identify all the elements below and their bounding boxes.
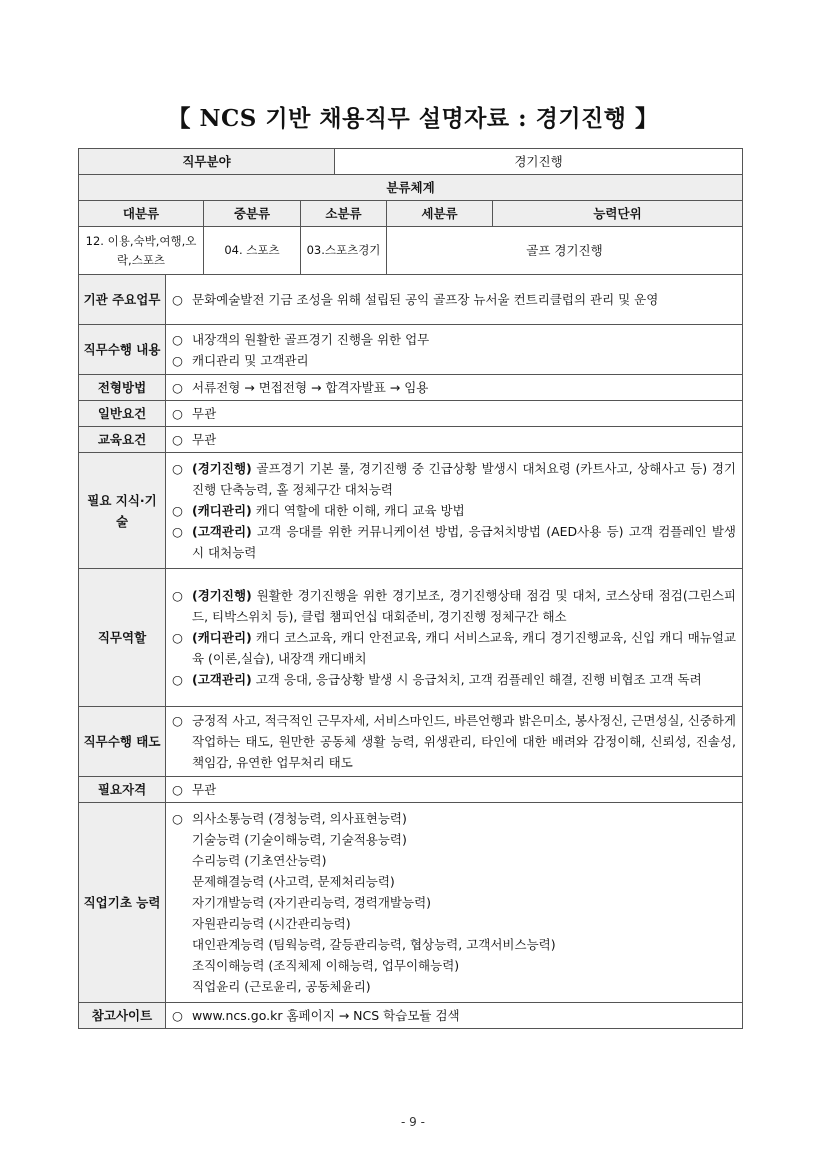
qualification-label: 필요자격 (79, 777, 166, 803)
roles-item: (고객관리) 고객 응대, 응급상황 발생 시 응급처치, 고객 컴플레인 해결, 진행 비협조 고객 독려 (192, 672, 702, 687)
org-duty-label: 기관 주요업무 (79, 275, 166, 325)
basic-ability-item: 조직이해능력 (조직체제 이해능력, 업무이해능력) (192, 958, 460, 973)
basic-ability-item: 자원관리능력 (시간관리능력) (192, 916, 351, 931)
basic-ability-content: ○ 의사소통능력 (경청능력, 의사표현능력) 기술능력 (기술이해능력, 기술적용능력) 수리능력 (기초연산능력) 문제해결능력 (사고력, 문제처리능력) 자기개발능력 (자기관리능력, 경력개발능력) 자원관리능력 (시간관리능력) 대인관계능력 (팀웍능력, 갈등관리능력, 협상능력, 고객서비스능력) 조직이해능력 (조직체제 이해능력, 업무이해능력) 직업윤리 (근로윤리, 공동체윤리) (166, 803, 743, 1003)
header-unit: 능력단위 (493, 201, 743, 227)
duty-content-item: 캐디관리 및 고객관리 (192, 352, 309, 368)
qualification-content: ○ 무관 (166, 777, 743, 803)
basic-ability-item: 직업윤리 (근로윤리, 공동체윤리) (192, 979, 371, 994)
edu-req-content: ○ 무관 (166, 427, 743, 453)
class-minor: 03.스포츠경기 (301, 227, 387, 275)
knowledge-item: (고객관리) 고객 응대를 위한 커뮤니케이션 방법, 응급처치방법 (AED사용 등) 고객 컴플레인 발생 시 대처능력 (192, 524, 736, 560)
knowledge-label: 필요 지식·기술 (79, 453, 166, 569)
general-req-content: ○ 무관 (166, 401, 743, 427)
roles-content: ○ (경기진행) 원활한 경기진행을 위한 경기보조, 경기진행상태 점검 및 대처, 코스상태 점검(그린스피드, 티박스위치 등), 클럽 챔피언십 대회준비, 경기진행 정체구간 해소 ○ (캐디관리) 캐디 코스교육, 캐디 안전교육, 캐디 서비스교육, 캐디 경기진행교육, 신입 캐디 매뉴얼교육 (이론,실습), 내장객 캐디배치 ○ (고객관리) 고객 응대, 응급상황 발생 시 응급처치, 고객 컴플레인 해결, 진행 비협조 고객 독려 (166, 569, 743, 707)
attitude-content: ○ 긍정적 사고, 적극적인 근무자세, 서비스마인드, 바른언행과 밝은미소, 봉사정신, 근면성실, 신중하게 작업하는 태도, 원만한 공동체 생활 능력, 위생관리, 타인에 대한 배려와 감정이해, 신뢰성, 진솔성, 책임감, 유연한 업무처리 태도 (166, 707, 743, 777)
roles-label: 직무역할 (79, 569, 166, 707)
job-field-value: 경기진행 (335, 149, 743, 175)
header-major: 대분류 (79, 201, 204, 227)
classification-title: 분류체계 (79, 175, 743, 201)
class-major: 12. 이용,숙박,여행,오락,스포츠 (79, 227, 204, 275)
knowledge-content: ○ (경기진행) 골프경기 기본 룰, 경기진행 중 긴급상황 발생시 대처요령 (카트사고, 상해사고 등) 경기진행 단축능력, 홀 정체구간 대처능력 ○ (캐디관리) 캐디 역할에 대한 이해, 캐디 교육 방법 ○ (고객관리) 고객 응대를 위한 커뮤니케이션 방법, 응급처치방법 (AED사용 등) 고객 컴플레인 발생 시 대처능력 (166, 453, 743, 569)
roles-item: (경기진행) 원활한 경기진행을 위한 경기보조, 경기진행상태 점검 및 대처, 코스상태 점검(그린스피드, 티박스위치 등), 클럽 챔피언십 대회준비, 경기진행 정체구간 해소 (192, 588, 736, 624)
basic-ability-label: 직업기초 능력 (79, 803, 166, 1003)
header-sub: 세분류 (387, 201, 493, 227)
basic-ability-item: 문제해결능력 (사고력, 문제처리능력) (192, 874, 395, 889)
edu-req-label: 교육요건 (79, 427, 166, 453)
duty-content-content: ○ 내장객의 원활한 골프경기 진행을 위한 업무 ○ 캐디관리 및 고객관리 (166, 325, 743, 375)
qualification-item: 무관 (192, 782, 217, 797)
attitude-label: 직무수행 태도 (79, 707, 166, 777)
org-duty-content: ○ 문화예술발전 기금 조성을 위해 설립된 공익 골프장 뉴서울 컨트리클럽의 관리 및 운영 (166, 275, 743, 325)
basic-ability-item: 대인관계능력 (팀웍능력, 갈등관리능력, 협상능력, 고객서비스능력) (192, 937, 556, 952)
basic-ability-item: 수리능력 (기초연산능력) (192, 853, 327, 868)
attitude-item: 긍정적 사고, 적극적인 근무자세, 서비스마인드, 바른언행과 밝은미소, 봉사정신, 근면성실, 신중하게 작업하는 태도, 원만한 공동체 생활 능력, 위생관리, 타인에 대한 배려와 감정이해, 신뢰성, 진솔성, 책임감, 유연한 업무처리 태도 (192, 713, 736, 770)
duty-content-label: 직무수행 내용 (79, 325, 166, 375)
header-middle: 중분류 (204, 201, 301, 227)
basic-ability-item: 의사소통능력 (경청능력, 의사표현능력) (192, 811, 407, 826)
process-item: 서류전형 → 면접전형 → 합격자발표 → 임용 (192, 380, 429, 395)
knowledge-item: (캐디관리) 캐디 역할에 대한 이해, 캐디 교육 방법 (192, 503, 465, 518)
class-middle: 04. 스포츠 (204, 227, 301, 275)
duty-content-item: 내장객의 원활한 골프경기 진행을 위한 업무 (192, 331, 430, 347)
reference-content: ○ www.ncs.go.kr 홈페이지 → NCS 학습모듈 검색 (166, 1003, 743, 1029)
general-req-label: 일반요건 (79, 401, 166, 427)
general-req-item: 무관 (192, 406, 217, 421)
knowledge-item: (경기진행) 골프경기 기본 룰, 경기진행 중 긴급상황 발생시 대처요령 (카트사고, 상해사고 등) 경기진행 단축능력, 홀 정체구간 대처능력 (192, 461, 736, 497)
reference-label: 참고사이트 (79, 1003, 166, 1029)
class-unit: 골프 경기진행 (387, 227, 743, 275)
basic-ability-item: 자기개발능력 (자기관리능력, 경력개발능력) (192, 895, 432, 910)
page-number: - 9 - (401, 1115, 425, 1129)
roles-item: (캐디관리) 캐디 코스교육, 캐디 안전교육, 캐디 서비스교육, 캐디 경기진행교육, 신입 캐디 매뉴얼교육 (이론,실습), 내장객 캐디배치 (192, 630, 736, 666)
job-description-table (78, 148, 743, 1029)
process-label: 전형방법 (79, 375, 166, 401)
header-minor: 소분류 (301, 201, 387, 227)
reference-item: www.ncs.go.kr 홈페이지 → NCS 학습모듈 검색 (192, 1008, 460, 1023)
edu-req-item: 무관 (192, 432, 217, 447)
process-content: ○ 서류전형 → 면접전형 → 합격자발표 → 임용 (166, 375, 743, 401)
page-title: 【 NCS 기반 채용직무 설명자료 : 경기진행 】 (167, 105, 659, 132)
org-duty-item: 문화예술발전 기금 조성을 위해 설립된 공익 골프장 뉴서울 컨트리클럽의 관리 및 운영 (192, 292, 659, 307)
basic-ability-item: 기술능력 (기술이해능력, 기술적용능력) (192, 832, 407, 847)
job-field-label: 직무분야 (79, 149, 335, 175)
